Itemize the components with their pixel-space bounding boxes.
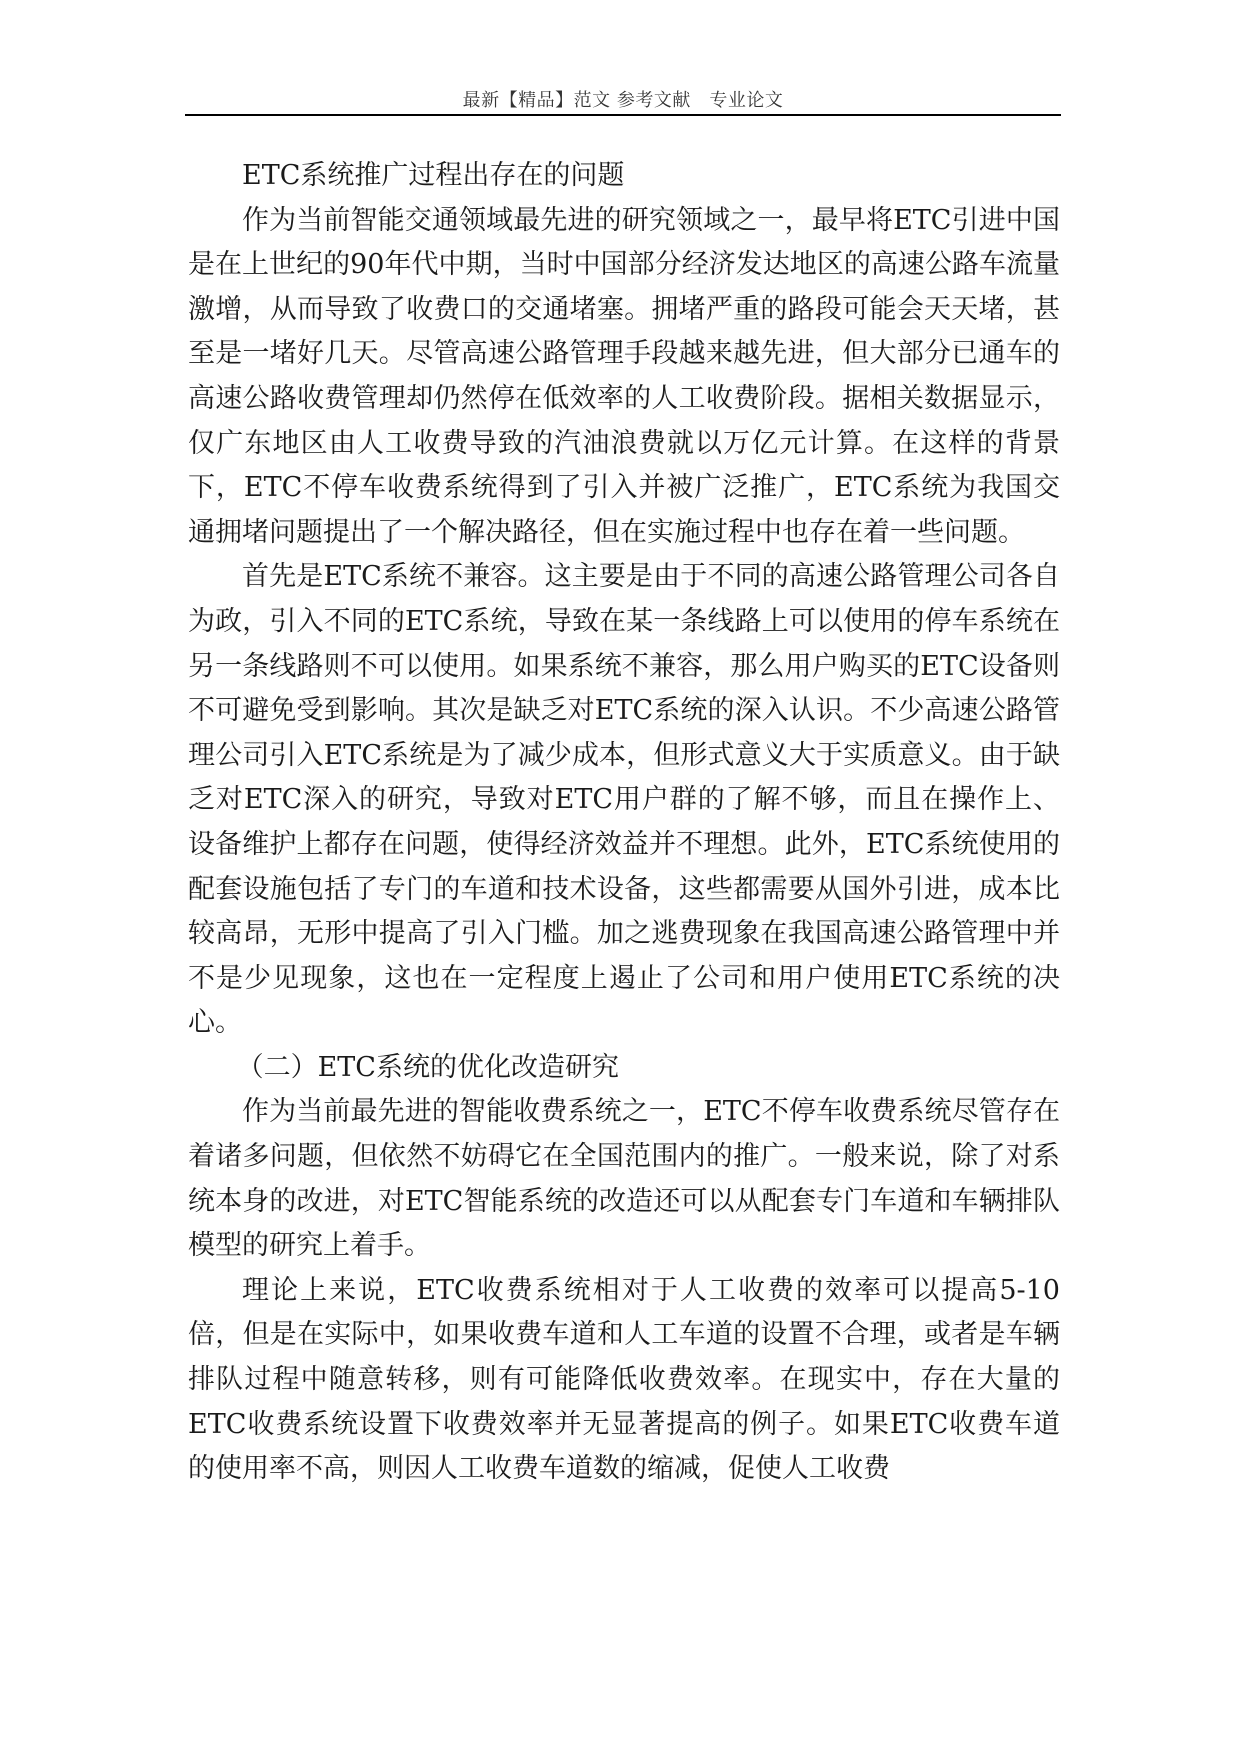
paragraph: 首先是ETC系统不兼容。这主要是由于不同的高速公路管理公司各自为政，引入不同的ETC系统，导致在某一条线路上可以使用的停车系统在另一条线路则不可以使用。如果系统不兼容，那么用户购买的ETC设备则不可避免受到影响。其次是缺乏对ETC系统的深入认识。不少高速公路管理公司引入ETC系统是为了减少成本，但形式意义大于实质意义。由于缺乏对ETC深入的研究，导致对ETC用户群的了解不够，而且在操作上、设备维护上都存在问题，使得经济效益并不理想。此外，ETC系统使用的配套设施包括了专门的车道和技术设备，这些都需要从国外引进，成本比较高昂，无形中提高了引入门槛。加之逃费现象在我国高速公路管理中并不是少见现象，这也在一定程度上遏止了公司和用户使用ETC系统的决心。: [188, 561, 1060, 1039]
subsection-title: （二）ETC系统的优化改造研究: [236, 1051, 619, 1083]
page-header: 最新【精品】范文 参考文献 专业论文: [462, 90, 784, 111]
document-body: [188, 154, 1060, 1492]
paragraph: 理论上来说，ETC收费系统相对于人工收费的效率可以提高5-10倍，但是在实际中，如果收费车道和人工车道的设置不合理，或者是车辆排队过程中随意转移，则有可能降低收费效率。在现实中，存在大量的ETC收费系统设置下收费效率并无显著提高的例子。如果ETC收费车道的使用率不高，则因人工收费车道数的缩减，促使人工收费: [188, 1274, 1060, 1485]
section-title: ETC系统推广过程出存在的问题: [242, 160, 625, 191]
paragraph: 作为当前智能交通领域最先进的研究领域之一，最早将ETC引进中国是在上世纪的90年代中期，当时中国部分经济发达地区的高速公路车流量激增，从而导致了收费口的交通堵塞。拥堵严重的路段可能会天天堵，甚至是一堵好几天。尽管高速公路管理手段越来越先进，但大部分已通车的高速公路收费管理却仍然停在低效率的人工收费阶段。据相关数据显示，仅广东地区由人工收费导致的汽油浪费就以万亿元计算。在这样的背景下，ETC不停车收费系统得到了引入并被广泛推广，ETC系统为我国交通拥堵问题提出了一个解决路径，但在实施过程中也存在着一些问题。: [188, 204, 1060, 548]
header-divider: [185, 114, 1061, 116]
paragraph: 作为当前最先进的智能收费系统之一，ETC不停车收费系统尽管存在着诸多问题，但依然不妨碍它在全国范围内的推广。一般来说，除了对系统本身的改进，对ETC智能系统的改造还可以从配套专门车道和车辆排队模型的研究上着手。: [188, 1096, 1060, 1262]
